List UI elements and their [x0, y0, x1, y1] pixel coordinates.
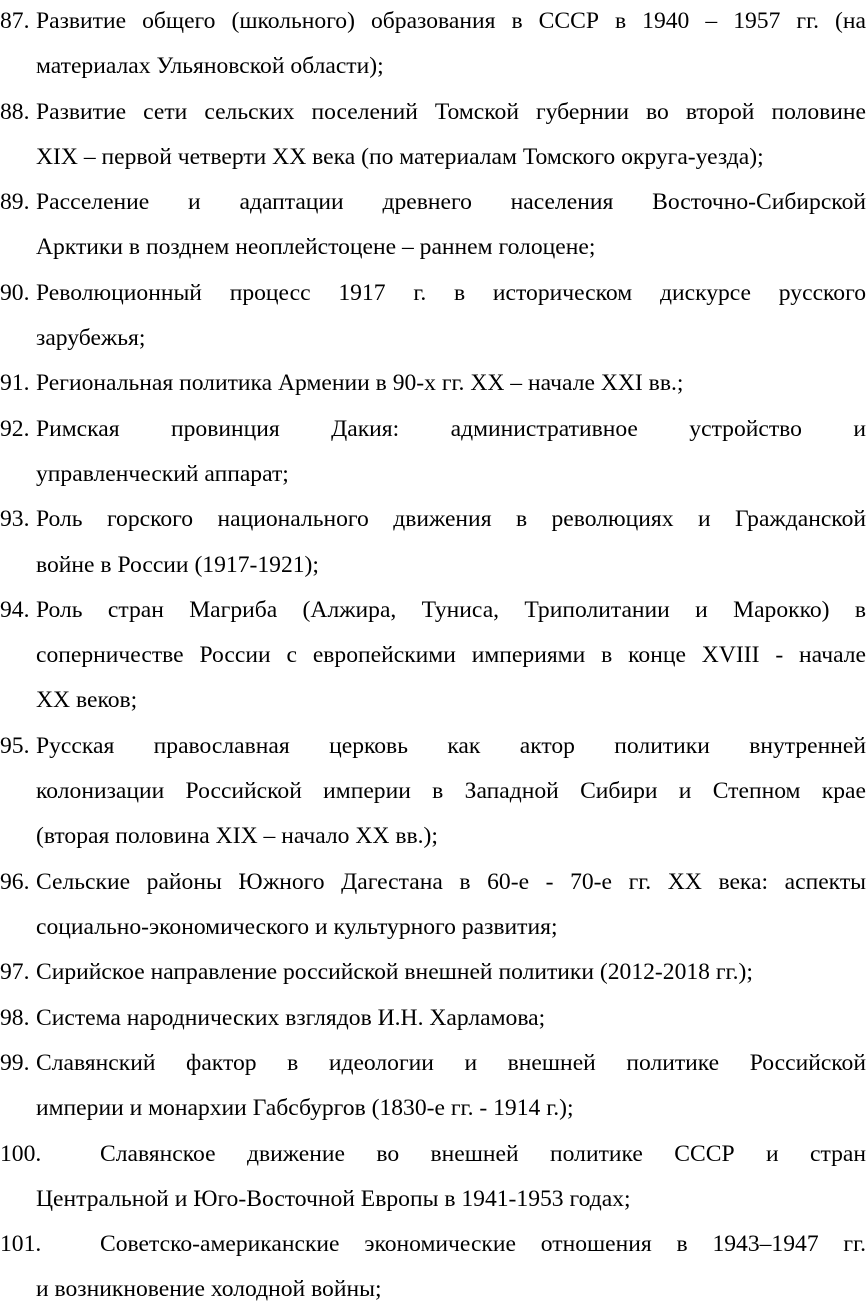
list-item-continuation — [0, 1086, 866, 1131]
list-item — [0, 407, 866, 498]
list-item-number: 101. — [0, 1231, 42, 1258]
list-item — [0, 1041, 866, 1132]
list-item-continuation — [0, 225, 866, 270]
list-item-line: Система народнических взглядов И.Н. Харламова; — [36, 1004, 546, 1031]
list-item-continuation — [0, 452, 866, 497]
list-item-line: материалах Ульяновской области); — [36, 53, 384, 80]
list-item-line: Сирийское направление российской внешней политики (2012-2018 гг.); — [36, 959, 753, 986]
list-item — [0, 1132, 866, 1223]
list-item-line: Региональная политика Армении в 90-х гг. XX – начале XXI вв.; — [36, 370, 684, 397]
list-item-continuation — [0, 44, 866, 89]
list-item-number: 91. — [0, 370, 30, 397]
list-item-line: Советско-американские экономические отношения в 1943–1947 гг. — [100, 1231, 866, 1258]
list-item-line: управленческий аппарат; — [36, 460, 289, 487]
list-item-line: Развитие сети сельских поселений Томской губернии во второй половине — [36, 98, 866, 125]
list-item — [0, 724, 866, 860]
list-item-line: XIX – первой четверти XX века (по материалам Томского округа-уезда); — [36, 143, 764, 170]
list-item-line: Арктики в позднем неоплейстоцене – раннем голоцене; — [36, 234, 596, 261]
list-item-line: социально-экономического и культурного развития; — [36, 913, 558, 940]
list-item — [0, 90, 866, 181]
list-item-continuation — [0, 905, 866, 950]
list-item — [0, 1222, 866, 1313]
list-item-number: 100. — [0, 1140, 42, 1167]
list-item-number: 98. — [0, 1004, 30, 1031]
list-item-line: Славянский фактор в идеологии и внешней политике Российской — [36, 1049, 866, 1076]
list-item-line: зарубежья; — [36, 325, 146, 352]
list-item-line: колонизации Российской империи в Западной Сибири и Степном крае — [36, 778, 866, 805]
list-item — [0, 497, 866, 588]
list-item — [0, 180, 866, 271]
list-item — [0, 271, 866, 362]
list-item-line: Роль горского национального движения в революциях и Гражданской — [36, 506, 866, 533]
list-item — [0, 588, 866, 724]
list-item-number: 99. — [0, 1049, 30, 1076]
list-item-line: Революционный процесс 1917 г. в историческом дискурсе русского — [36, 279, 866, 306]
list-item-number: 92. — [0, 415, 30, 442]
list-item-line: войне в России (1917-1921); — [36, 551, 319, 578]
list-item-line: Центральной и Юго-Восточной Европы в 1941-1953 годах; — [36, 1185, 631, 1212]
list-item-continuation — [0, 135, 866, 180]
list-item-line: империи и монархии Габсбургов (1830-е гг. - 1914 г.); — [36, 1095, 574, 1122]
list-item-line: Римская провинция Дакия: административное устройство и — [36, 415, 866, 442]
list-item-line: Русская православная церковь как актор политики внутренней — [36, 732, 866, 759]
list-item-line: и возникновение холодной войны; — [36, 1276, 382, 1303]
list-item — [0, 361, 866, 406]
list-item-line: соперничестве России с европейскими империями в конце XVIII - начале — [36, 642, 866, 669]
list-item — [0, 0, 866, 90]
list-item-line: Развитие общего (школьного) образования в СССР в 1940 – 1957 гг. (на — [36, 8, 866, 34]
list-item-continuation — [0, 633, 866, 724]
list-item-number: 89. — [0, 189, 30, 216]
list-item-number: 90. — [0, 279, 30, 306]
list-item-line: XX веков; — [36, 687, 138, 714]
list-item-continuation — [0, 769, 866, 860]
list-item-continuation — [0, 543, 866, 588]
list-item-number: 96. — [0, 868, 30, 895]
list-item — [0, 950, 866, 995]
list-item-continuation — [0, 1177, 866, 1222]
list-item-number: 93. — [0, 506, 30, 533]
list-item-number: 95. — [0, 732, 30, 759]
list-item-continuation — [0, 1267, 866, 1312]
list-item-line: Роль стран Магриба (Алжира, Туниса, Триполитании и Марокко) в — [36, 596, 866, 623]
list-item-number: 97. — [0, 959, 30, 986]
list-item — [0, 860, 866, 951]
list-item-number: 88. — [0, 98, 30, 125]
list-item-line: (вторая половина XIX – начало XX вв.); — [36, 823, 438, 850]
list-item-line: Расселение и адаптации древнего населения Восточно-Сибирской — [36, 189, 866, 216]
list-item-continuation — [0, 316, 866, 361]
list-item — [0, 996, 866, 1041]
list-item-number: 87. — [0, 8, 30, 34]
list-item-line: Сельские районы Южного Дагестана в 60-е - 70-е гг. XX века: аспекты — [36, 868, 866, 895]
list-item-line: Славянское движение во внешней политике СССР и стран — [100, 1140, 866, 1167]
list-item-number: 94. — [0, 596, 30, 623]
